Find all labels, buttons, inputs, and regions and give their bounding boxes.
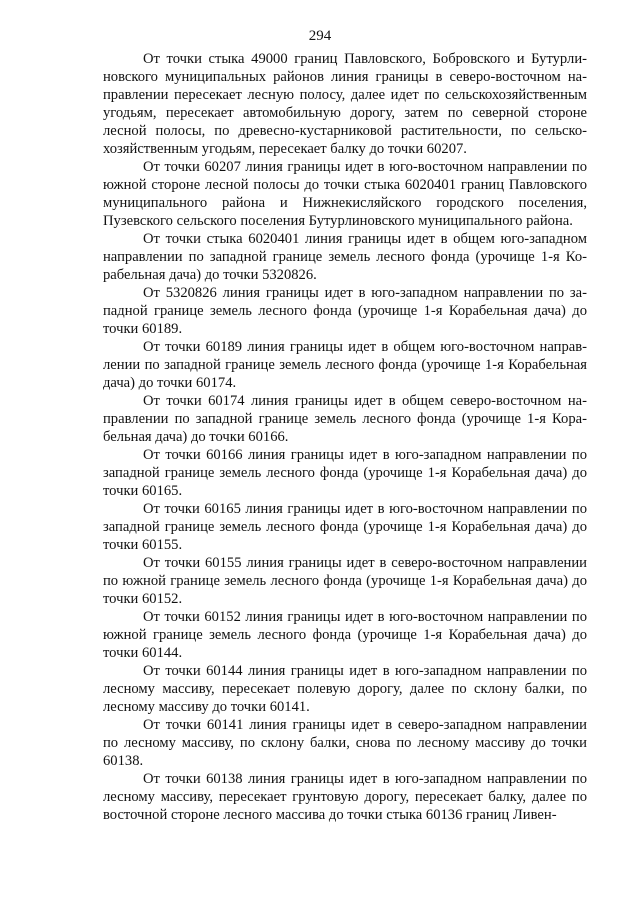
paragraph: От точки стыка 6020401 линия границы идет в общем юго-западном направлении по западной границе земель лесного фонда (урочище 1-я Корабельная дача) до точки 5320826. xyxy=(103,231,587,283)
paragraph: От точки 60189 линия границы идет в общем юго-восточном направлении по западной границе земель лесного фонда (урочище 1-я Корабельная дача) до точки 60174. xyxy=(103,339,587,391)
page-number: 294 xyxy=(308,28,332,44)
paragraph: От точки 60138 линия границы идет в юго-западном направлении по лесному массиву, пересекает грунтовую дорогу, пересекает балку, далее по восточной стороне лесного массива до точки стыка 60136 границ Ливен- xyxy=(103,771,587,823)
paragraph: От точки 60152 линия границы идет в юго-восточном направлении по южной границе земель лесного фонда (урочище 1-я Корабельная дача) до точки 60144. xyxy=(103,609,587,661)
paragraph: От точки стыка 49000 границ Павловского, Бобровского и Бутурлиновского муниципальных районов линия границы в северо-восточном направлении пересекает лесную полосу, далее идет по сельскохозяйственным угодьям, пересекает автомобильную дорогу, затем по северной стороне лесной полосы, по древесно-кустарниковой растительности, по сельскохозяйственным угодьям, пересекает балку до точки 60207. xyxy=(103,51,587,157)
paragraph: От точки 60207 линия границы идет в юго-восточном направлении по южной стороне лесной полосы до точки стыка 6020401 границ Павловского муниципального района и Нижнекисляйского городского поселения, Пузевского сельского поселения Бутурлиновского муниципального района. xyxy=(103,159,587,229)
paragraph: От точки 60141 линия границы идет в северо-западном направлении по лесному массиву, по склону балки, снова по лесному массиву до точки 60138. xyxy=(103,717,587,769)
paragraph: От точки 60144 линия границы идет в юго-западном направлении по лесному массиву, пересекает полевую дорогу, далее по склону балки, по лесному массиву до точки 60141. xyxy=(103,663,587,715)
paragraph: От точки 60174 линия границы идет в общем северо-восточном направлении по западной границе земель лесного фонда (урочище 1-я Корабельная дача) до точки 60166. xyxy=(103,393,587,445)
document-body xyxy=(103,50,587,824)
paragraph: От 5320826 линия границы идет в юго-западном направлении по западной границе земель лесного фонда (урочище 1-я Корабельная дача) до точки 60189. xyxy=(103,285,587,337)
paragraph: От точки 60166 линия границы идет в юго-западном направлении по западной границе земель лесного фонда (урочище 1-я Корабельная дача) до точки 60165. xyxy=(103,447,587,499)
paragraph: От точки 60165 линия границы идет в юго-восточном направлении по западной границе земель лесного фонда (урочище 1-я Корабельная дача) до точки 60155. xyxy=(103,501,587,553)
paragraph: От точки 60155 линия границы идет в северо-восточном направлении по южной границе земель лесного фонда (урочище 1-я Корабельная дача) до точки 60152. xyxy=(103,555,587,607)
